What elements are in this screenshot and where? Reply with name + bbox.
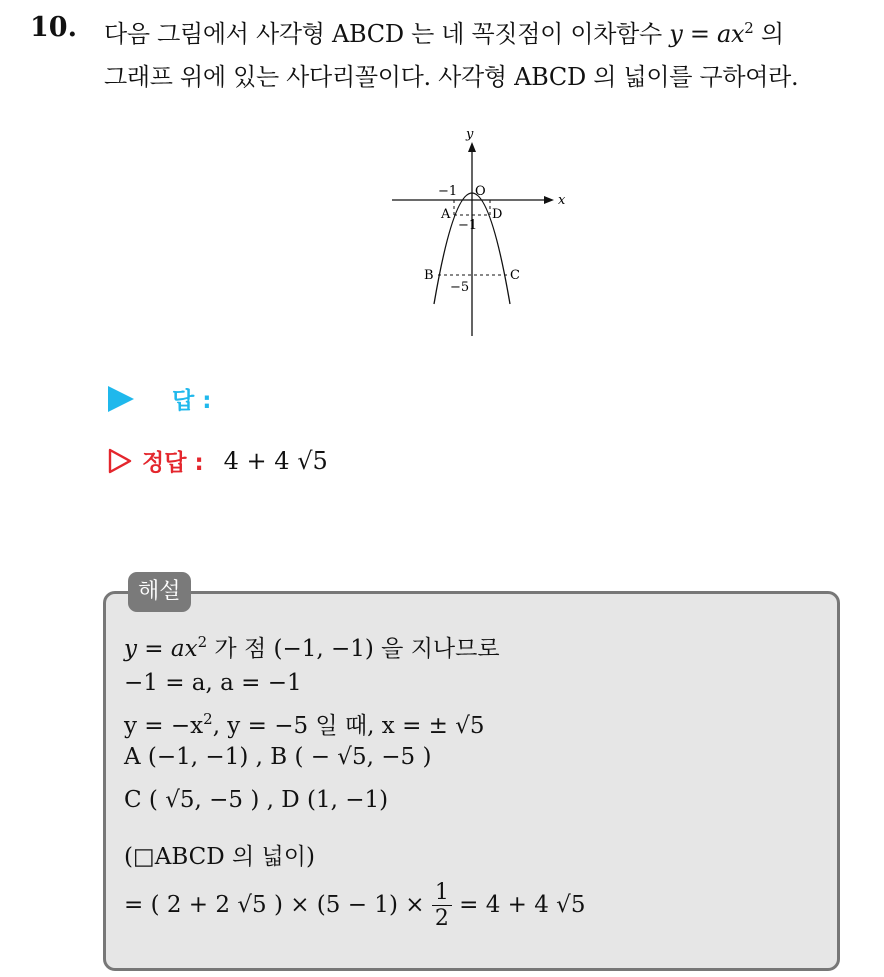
label-A: A xyxy=(441,207,451,222)
fraction-denominator: 2 xyxy=(434,906,449,932)
answer-label: 답 : xyxy=(172,388,212,414)
question-equation: y = ax xyxy=(669,20,745,48)
solution-exp-1: 2 xyxy=(197,633,208,651)
play-triangle-icon xyxy=(108,386,134,412)
solution-text-7b: = 4 + 4 √5 xyxy=(459,891,586,918)
label-origin: O xyxy=(475,184,486,199)
label-neg1-x: −1 xyxy=(438,184,458,199)
solution-eq-3: y = −x xyxy=(124,713,204,739)
solution-line-3 xyxy=(124,707,485,740)
question-exponent: 2 xyxy=(744,19,754,37)
question-line-2: 그래프 위에 있는 사다리꼴이다. 사각형 ABCD 의 넓이를 구하여라. xyxy=(104,63,799,91)
correct-answer-row xyxy=(108,444,328,477)
label-neg5: −5 xyxy=(450,280,470,295)
solution-line-5: C ( √5, −5 ) , D (1, −1) xyxy=(124,787,389,813)
solution-text-1: 가 점 (−1, −1) 을 지나므로 xyxy=(207,636,500,662)
fraction-half xyxy=(432,880,452,932)
label-D: D xyxy=(492,207,503,222)
label-C: C xyxy=(510,268,520,283)
outline-triangle-icon xyxy=(108,448,132,474)
correct-answer-value: 4 + 4 √5 xyxy=(223,446,328,475)
solution-line-4: A (−1, −1) , B ( − √5, −5 ) xyxy=(124,744,432,770)
solution-line-7 xyxy=(124,880,585,932)
answer-row xyxy=(108,382,211,415)
solution-eq-1: y = ax xyxy=(124,636,198,662)
y-axis-arrow xyxy=(468,142,476,152)
question-number: 10. xyxy=(30,12,77,43)
parabola-graph xyxy=(386,122,576,340)
fraction-numerator: 1 xyxy=(432,880,452,906)
solution-line-6: (□ABCD 의 넓이) xyxy=(124,844,315,870)
correct-answer-label: 정답 : xyxy=(142,450,204,476)
solution-tab: 해설 xyxy=(128,572,191,612)
y-axis-label: y xyxy=(466,127,474,142)
x-axis-arrow xyxy=(544,196,554,204)
label-B: B xyxy=(424,268,434,283)
solution-line-1 xyxy=(124,630,500,663)
solution-line-2: −1 = a, a = −1 xyxy=(124,670,302,696)
solution-text-3: , y = −5 일 때, x = ± √5 xyxy=(212,713,485,739)
solution-text-7a: = ( 2 + 2 √5 ) × (5 − 1) × xyxy=(124,891,425,918)
x-axis-label: x xyxy=(558,193,566,208)
question-text-1b: 의 xyxy=(760,20,784,48)
label-neg1-y: −1 xyxy=(458,218,478,233)
question-line-1 xyxy=(104,14,784,49)
solution-exp-3: 2 xyxy=(203,710,213,728)
question-text-1a: 다음 그림에서 사각형 ABCD 는 네 꼭짓점이 이차함수 xyxy=(104,20,662,48)
